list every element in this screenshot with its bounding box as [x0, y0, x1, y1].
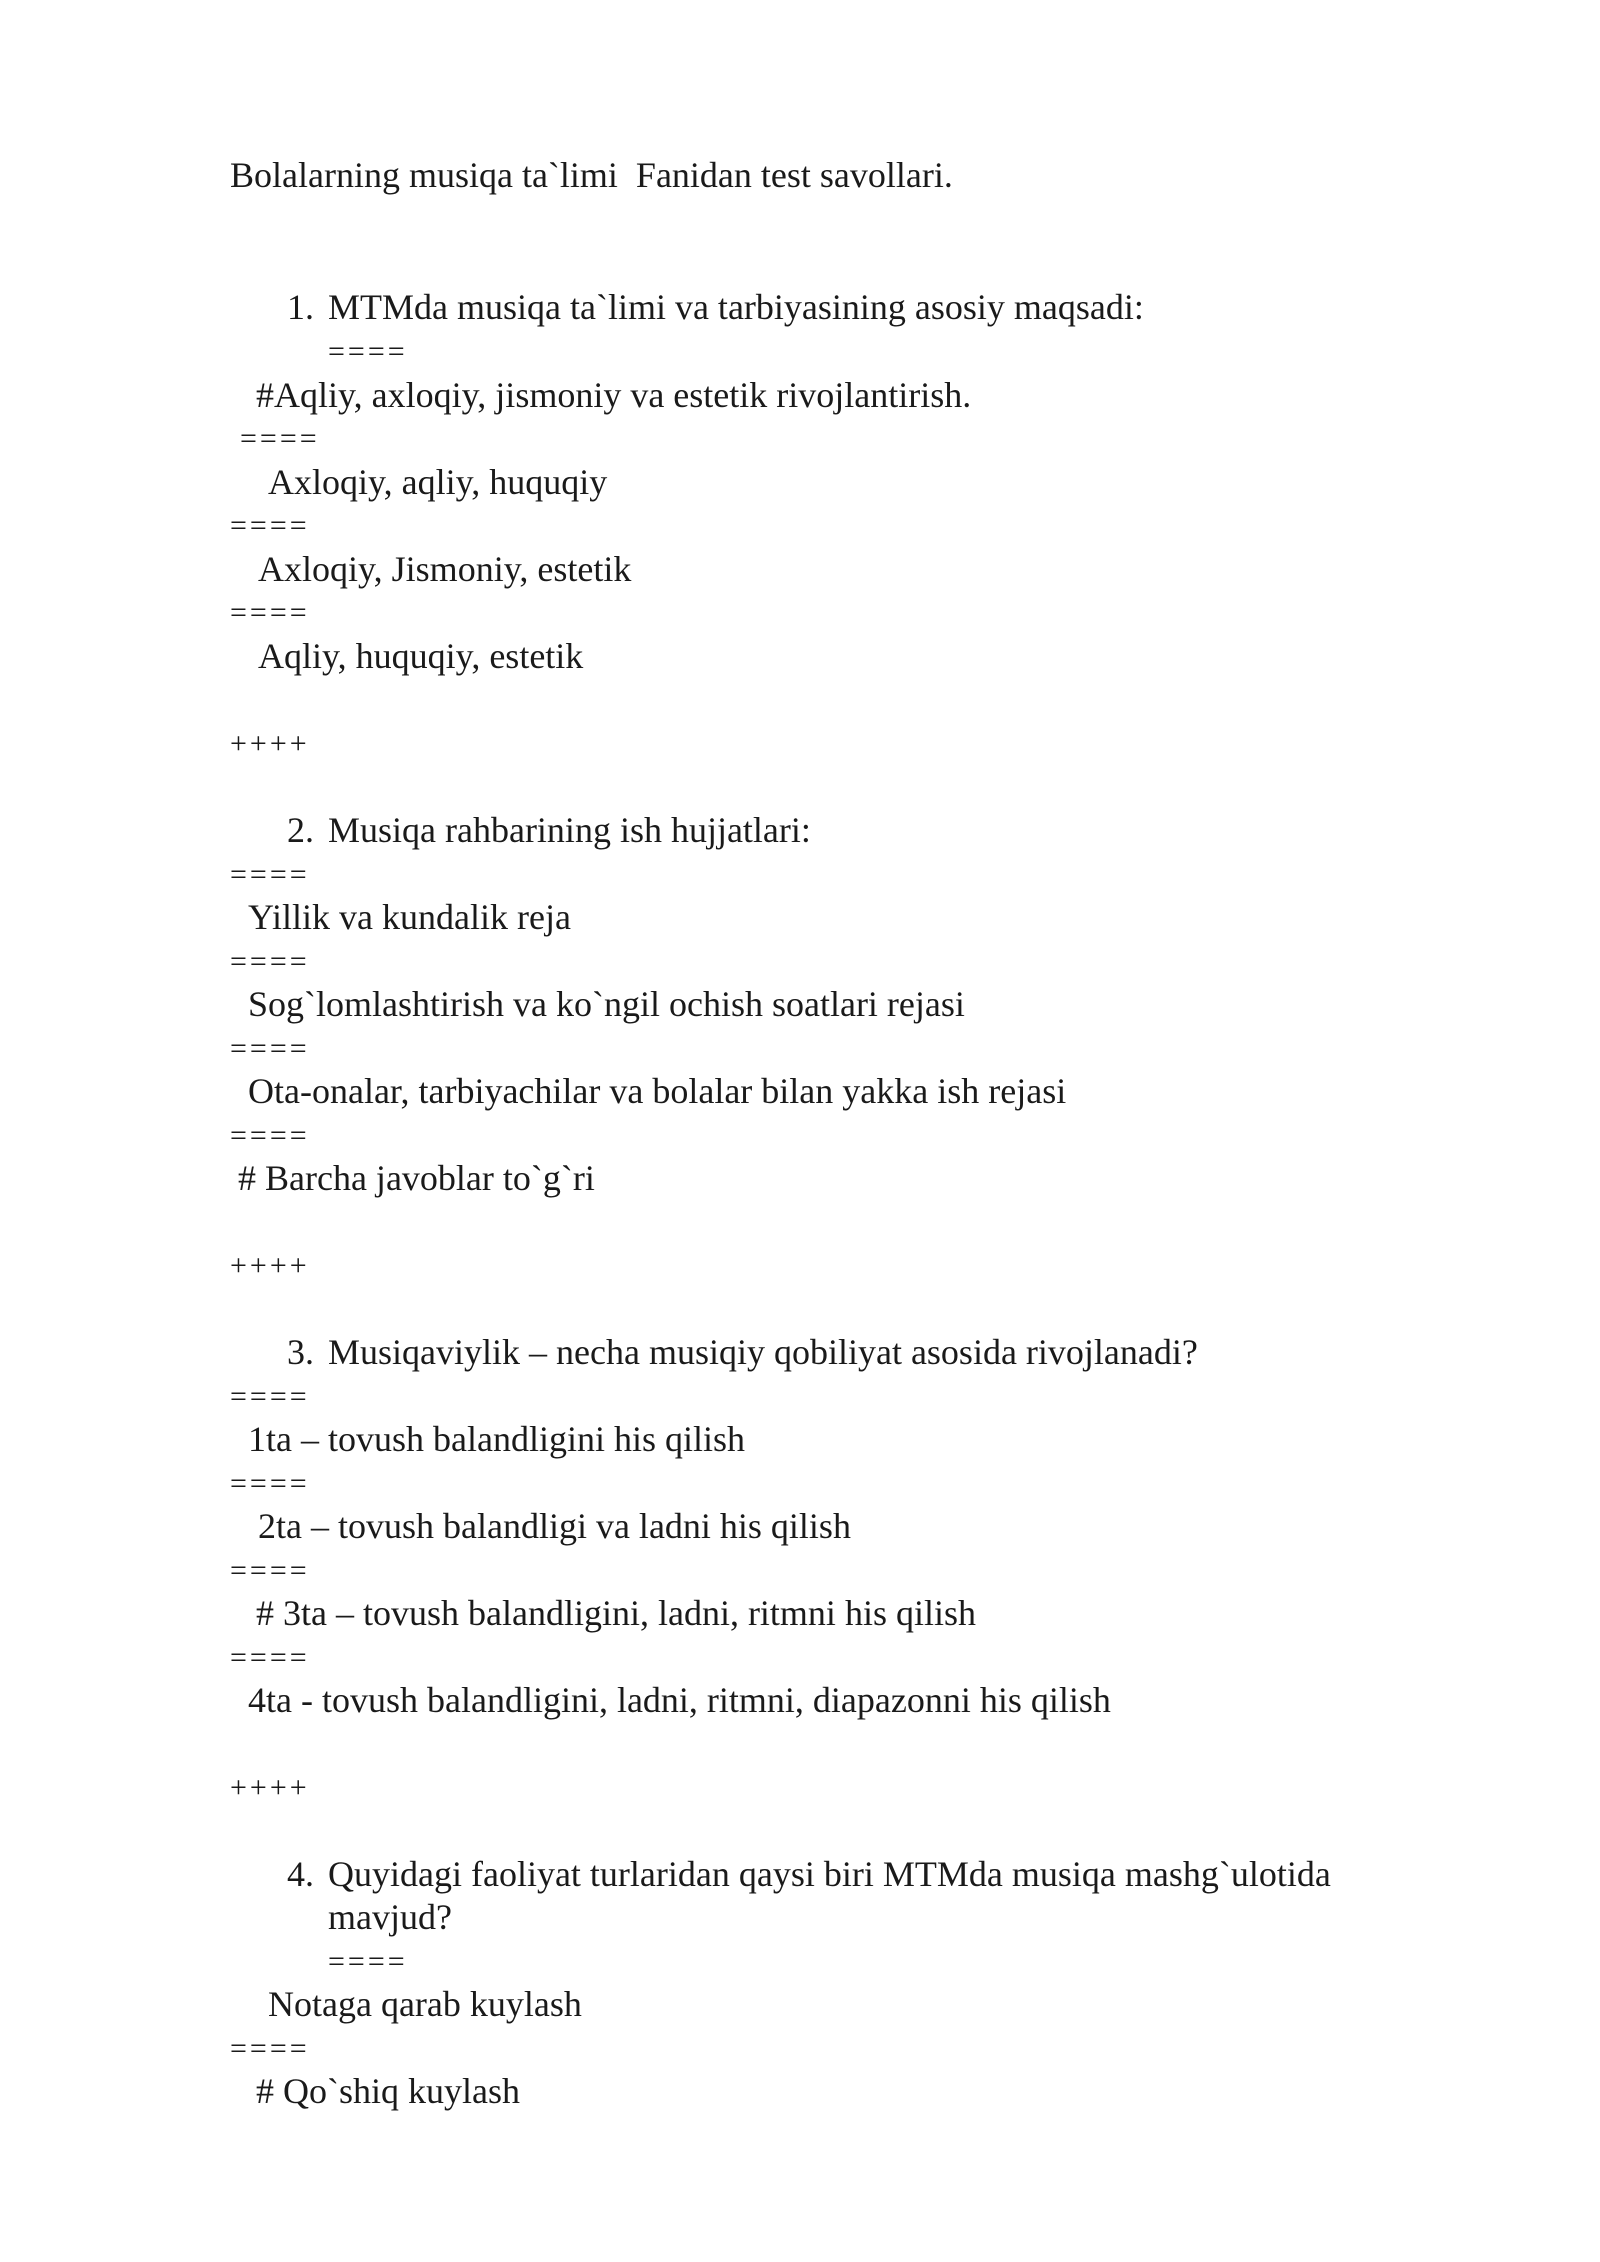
question-text: Quyidagi faoliyat turlaridan qaysi biri MTMda musiqa mashg`ulotida: [328, 1854, 1331, 1894]
question-number: 1.: [287, 287, 314, 327]
document-title: Bolalarning musiqa ta`limi Fanidan test savollari.: [230, 155, 953, 195]
answer-option: # Barcha javoblar to`g`ri: [238, 1158, 595, 1198]
question-3: [266, 1330, 1198, 1374]
question-text: MTMda musiqa ta`limi va tarbiyasining asosiy maqsadi:: [328, 287, 1144, 327]
separator: ====: [230, 858, 310, 891]
question-number: 3.: [287, 1332, 314, 1372]
separator: ====: [230, 1554, 310, 1587]
block-end-marker: ++++: [230, 727, 310, 760]
separator: ====: [230, 509, 310, 542]
separator: ====: [230, 945, 310, 978]
question-number: 2.: [287, 810, 314, 850]
separator: ====: [230, 1380, 310, 1413]
answer-option: #Aqliy, axloqiy, jismoniy va estetik rivojlantirish.: [256, 375, 972, 415]
answer-option: Sog`lomlashtirish va ko`ngil ochish soatlari rejasi: [248, 984, 965, 1024]
separator: ====: [240, 422, 320, 455]
answer-option: # 3ta – tovush balandligini, ladni, ritmni his qilish: [256, 1593, 976, 1633]
block-end-marker: ++++: [230, 1249, 310, 1282]
question-2: [266, 808, 811, 852]
separator: ====: [328, 1945, 408, 1978]
block-end-marker: ++++: [230, 1771, 310, 1804]
answer-option: Notaga qarab kuylash: [268, 1984, 582, 2024]
question-text-continued: mavjud?: [328, 1897, 452, 1937]
question-text: Musiqa rahbarining ish hujjatlari:: [328, 810, 811, 850]
answer-option: 2ta – tovush balandligi va ladni his qilish: [258, 1506, 851, 1546]
separator: ====: [230, 596, 310, 629]
question-number: 4.: [287, 1854, 314, 1894]
separator: ====: [230, 1032, 310, 1065]
separator: ====: [230, 1467, 310, 1500]
separator: ====: [230, 1641, 310, 1674]
answer-option: # Qo`shiq kuylash: [256, 2071, 520, 2111]
separator: ====: [230, 1119, 310, 1152]
answer-option: Aqliy, huquqiy, estetik: [258, 636, 584, 676]
answer-option: Axloqiy, aqliy, huquqiy: [268, 462, 608, 502]
answer-option: 1ta – tovush balandligini his qilish: [248, 1419, 745, 1459]
separator: ====: [230, 2032, 310, 2065]
question-1: [266, 285, 1144, 329]
answer-option: Ota-onalar, tarbiyachilar va bolalar bilan yakka ish rejasi: [248, 1071, 1067, 1111]
answer-option: 4ta - tovush balandligini, ladni, ritmni, diapazonni his qilish: [248, 1680, 1111, 1720]
answer-option: Axloqiy, Jismoniy, estetik: [258, 549, 632, 589]
separator: ====: [328, 335, 408, 368]
question-4: [266, 1852, 1331, 1896]
answer-option: Yillik va kundalik reja: [248, 897, 571, 937]
question-text: Musiqaviylik – necha musiqiy qobiliyat asosida rivojlanadi?: [328, 1332, 1198, 1372]
